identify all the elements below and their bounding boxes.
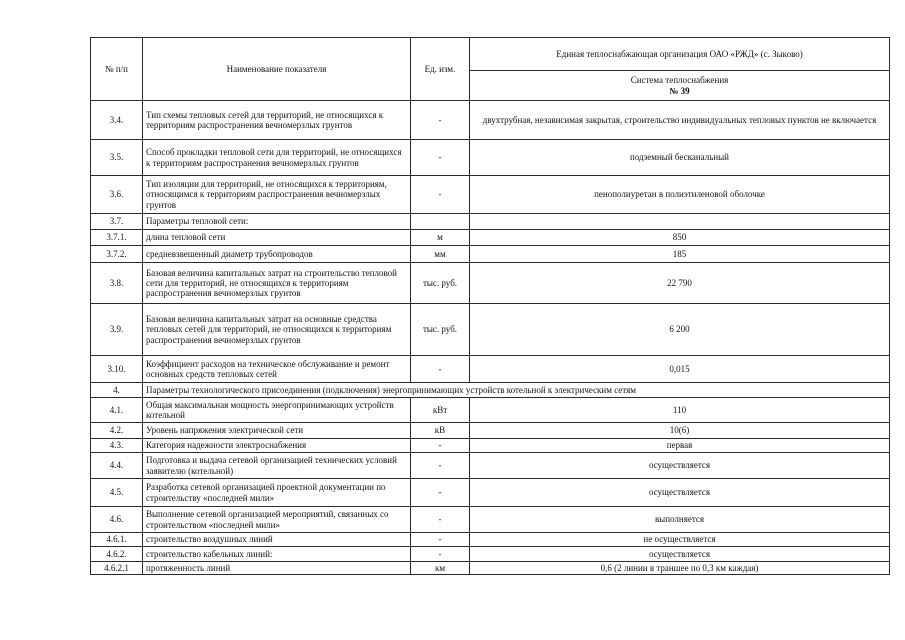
value-cell: 0,6 (2 линии в траншее по 0,3 км каждая) — [470, 562, 890, 575]
row-number: 3.9. — [91, 304, 143, 356]
indicator-name: средневзвешенный диаметр трубопроводов — [143, 246, 411, 263]
indicator-name: Тип изоляции для территорий, не относящихся к территориям, относящимся к территориям распространения вечномерзлых грунтов — [143, 176, 411, 214]
indicator-name: Разработка сетевой организацией проектной документации по строительству «последней мили» — [143, 479, 411, 507]
row-number: 3.10. — [91, 356, 143, 383]
row-number: 4.1. — [91, 398, 143, 423]
row-number: 3.8. — [91, 263, 143, 304]
table-row — [91, 453, 890, 479]
table-row — [91, 439, 890, 453]
indicator-name: Подготовка и выдача сетевой организацией технических условий заявителю (котельной) — [143, 453, 411, 479]
row-number: 4.6.2.1 — [91, 562, 143, 575]
value-cell: осуществляется — [470, 479, 890, 507]
indicator-name: длина тепловой сети — [143, 230, 411, 246]
unit-cell: - — [411, 533, 470, 547]
value-cell: 110 — [470, 398, 890, 423]
header-number: № п/п — [91, 38, 143, 101]
indicator-name: Тип схемы тепловых сетей для территорий, не относящихся к территориям распространения вечномерзлых грунтов — [143, 101, 411, 140]
value-cell: двухтрубная, независимая закрытая, строительство индивидуальных тепловых пунктов не включается — [470, 101, 890, 140]
indicator-name: Базовая величина капитальных затрат на основные средства тепловых сетей для территорий, не относящихся к территориям распространения вечномерзлых грунтов — [143, 304, 411, 356]
unit-cell: - — [411, 356, 470, 383]
unit-cell: - — [411, 453, 470, 479]
unit-cell: - — [411, 439, 470, 453]
value-cell: не осуществляется — [470, 533, 890, 547]
unit-cell: кВт — [411, 398, 470, 423]
table-row — [91, 383, 890, 398]
table-body — [91, 101, 890, 575]
row-number: 4.6.1. — [91, 533, 143, 547]
section-title: Параметры технологического присоединения (подключения) энергопринимающих устройств котельной к электрическим сетям — [143, 383, 890, 398]
indicator-name: Общая максимальная мощность энергопринимающих устройств котельной — [143, 398, 411, 423]
table-row — [91, 398, 890, 423]
value-cell: осуществляется — [470, 547, 890, 562]
table-row — [91, 101, 890, 140]
indicator-name: строительство воздушных линий — [143, 533, 411, 547]
value-cell: подземный бесканальный — [470, 140, 890, 176]
row-number: 4.3. — [91, 439, 143, 453]
indicator-name: Коэффициент расходов на техническое обслуживание и ремонт основных средств тепловых сетей — [143, 356, 411, 383]
indicator-name: строительство кабельных линий: — [143, 547, 411, 562]
header-system-number: № 39 — [669, 85, 690, 96]
indicator-name: Параметры тепловой сети: — [143, 214, 411, 230]
row-number: 4.5. — [91, 479, 143, 507]
unit-cell: кВ — [411, 423, 470, 439]
table-row — [91, 479, 890, 507]
unit-cell: - — [411, 507, 470, 533]
row-number: 3.7.2. — [91, 246, 143, 263]
indicator-name: протяженность линий — [143, 562, 411, 575]
unit-cell: - — [411, 547, 470, 562]
unit-cell: тыс. руб. — [411, 304, 470, 356]
value-cell — [470, 214, 890, 230]
row-number: 4. — [91, 383, 143, 398]
table-row — [91, 423, 890, 439]
row-number: 3.5. — [91, 140, 143, 176]
indicator-name: Выполнение сетевой организацией мероприятий, связанных со строительством «последней мили» — [143, 507, 411, 533]
value-cell: первая — [470, 439, 890, 453]
indicator-name: Способ прокладки тепловой сети для территорий, не относящихся к территориям распространения вечномерзлых грунтов — [143, 140, 411, 176]
value-cell: 22 790 — [470, 263, 890, 304]
value-cell: 850 — [470, 230, 890, 246]
row-number: 4.4. — [91, 453, 143, 479]
value-cell: выполняется — [470, 507, 890, 533]
unit-cell — [411, 214, 470, 230]
value-cell: 0,015 — [470, 356, 890, 383]
table-row — [91, 230, 890, 246]
table-row — [91, 507, 890, 533]
header-organization: Единая теплоснабжающая организация ОАО «РЖД» (с. Зыково) — [470, 38, 890, 71]
table-row — [91, 304, 890, 356]
table-row — [91, 214, 890, 230]
unit-cell: тыс. руб. — [411, 263, 470, 304]
row-number: 4.6. — [91, 507, 143, 533]
row-number: 4.2. — [91, 423, 143, 439]
row-number: 4.6.2. — [91, 547, 143, 562]
table-row — [91, 356, 890, 383]
value-cell: 6 200 — [470, 304, 890, 356]
unit-cell: км — [411, 562, 470, 575]
indicator-name: Уровень напряжения электрической сети — [143, 423, 411, 439]
row-number: 3.4. — [91, 101, 143, 140]
unit-cell: - — [411, 101, 470, 140]
header-system — [470, 71, 890, 101]
table-row — [91, 140, 890, 176]
unit-cell: м — [411, 230, 470, 246]
row-number: 3.7. — [91, 214, 143, 230]
row-number: 3.6. — [91, 176, 143, 214]
table-row — [91, 263, 890, 304]
value-cell: осуществляется — [470, 453, 890, 479]
indicator-name: Базовая величина капитальных затрат на строительство тепловой сети для территорий, не относящихся к территориям распространения вечномерзлых грунтов — [143, 263, 411, 304]
unit-cell: - — [411, 479, 470, 507]
value-cell: 10(6) — [470, 423, 890, 439]
unit-cell: мм — [411, 246, 470, 263]
header-unit: Ед. изм. — [411, 38, 470, 101]
table-row — [91, 562, 890, 575]
row-number: 3.7.1. — [91, 230, 143, 246]
table-row — [91, 246, 890, 263]
unit-cell: - — [411, 140, 470, 176]
table-row — [91, 176, 890, 214]
header-indicator-name: Наименование показателя — [143, 38, 411, 101]
table-row — [91, 533, 890, 547]
header-system-title: Система теплоснабжения — [630, 75, 729, 86]
indicator-name: Категория надежности электроснабжения — [143, 439, 411, 453]
value-cell: пенополиуретан в полиэтиленовой оболочке — [470, 176, 890, 214]
table-row — [91, 547, 890, 562]
unit-cell: - — [411, 176, 470, 214]
parameters-table — [90, 37, 890, 575]
value-cell: 185 — [470, 246, 890, 263]
